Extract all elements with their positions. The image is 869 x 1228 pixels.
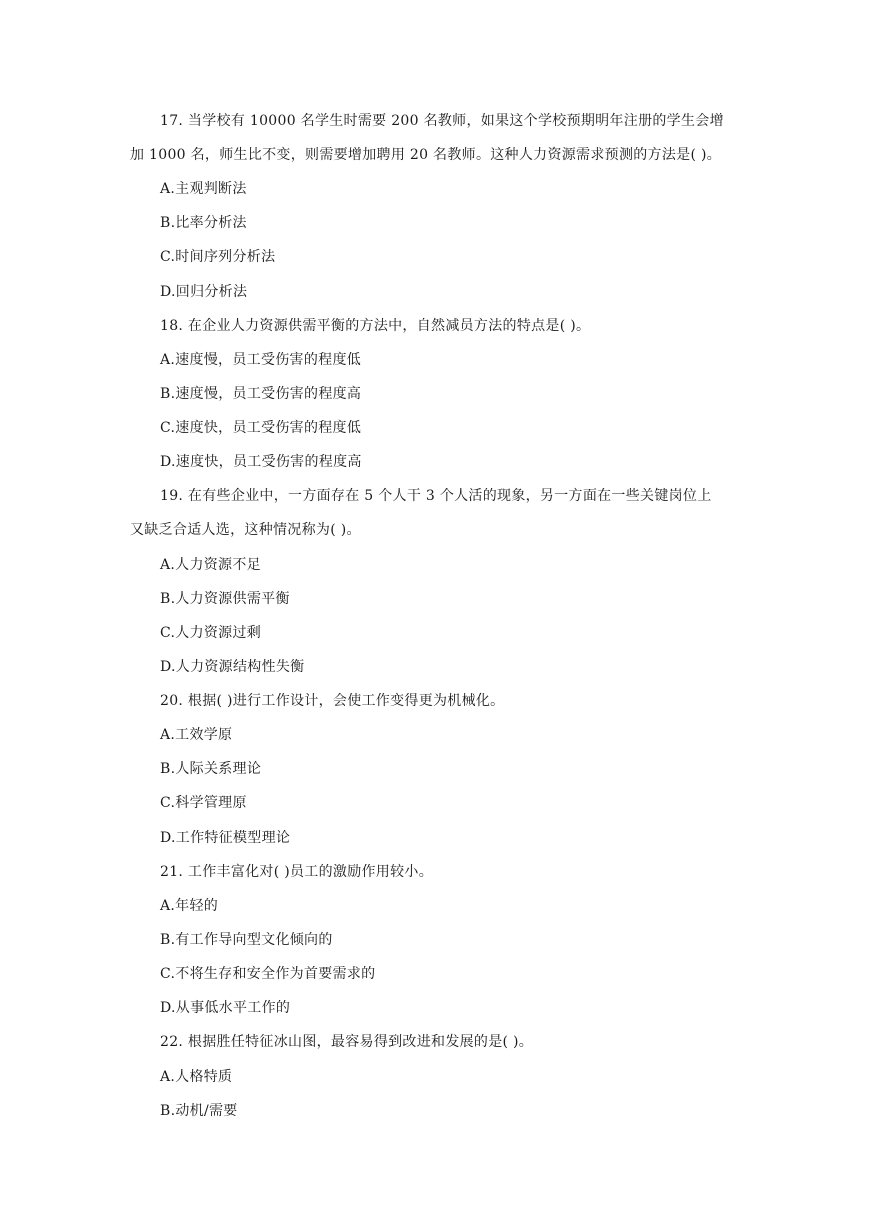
question-18-option-c: C.速度快，员工受伤害的程度低 (160, 420, 362, 436)
question-21-option-c: C.不将生存和安全作为首要需求的 (160, 966, 376, 982)
question-19-stem-line-2: 又缺乏合适人选，这种情况称为( )。 (130, 522, 361, 538)
question-17-option-d: D.回归分析法 (160, 284, 248, 300)
question-21-stem: 21. 工作丰富化对( )员工的激励作用较小。 (160, 864, 433, 880)
question-17-option-b: B.比率分析法 (160, 215, 247, 231)
question-19-option-c: C.人力资源过剩 (160, 625, 262, 641)
question-21-option-d: D.从事低水平工作的 (160, 1000, 291, 1016)
question-20-option-a: A.工效学原 (160, 727, 233, 743)
question-20-option-d: D.工作特征模型理论 (160, 830, 291, 846)
question-22-option-a: A.人格特质 (160, 1069, 233, 1085)
question-21-option-a: A.年轻的 (160, 898, 219, 914)
question-17-option-a: A.主观判断法 (160, 181, 247, 197)
question-18-option-a: A.速度慢，员工受伤害的程度低 (160, 352, 362, 368)
question-20-stem: 20. 根据( )进行工作设计，会使工作变得更为机械化。 (160, 693, 505, 709)
question-20-option-c: C.科学管理原 (160, 795, 247, 811)
question-18-option-d: D.速度快，员工受伤害的程度高 (160, 454, 362, 470)
question-19-option-d: D.人力资源结构性失衡 (160, 659, 305, 675)
question-19-option-b: B.人力资源供需平衡 (160, 591, 290, 607)
question-17-stem-line-1: 17. 当学校有 10000 名学生时需要 200 名教师，如果这个学校预期明年注册的学生会增 (160, 113, 724, 129)
question-20-option-b: B.人际关系理论 (160, 761, 262, 777)
question-17-option-c: C.时间序列分析法 (160, 249, 276, 265)
question-21-option-b: B.有工作导向型文化倾向的 (160, 932, 333, 948)
question-22-option-b: B.动机/需要 (160, 1103, 238, 1119)
question-18-stem: 18. 在企业人力资源供需平衡的方法中，自然减员方法的特点是( )。 (160, 318, 591, 334)
question-18-option-b: B.速度慢，员工受伤害的程度高 (160, 386, 362, 402)
question-19-option-a: A.人力资源不足 (160, 557, 261, 573)
question-19-stem-line-1: 19. 在有些企业中，一方面存在 5 个人干 3 个人活的现象，另一方面在一些关键岗位上 (160, 488, 712, 504)
question-22-stem: 22. 根据胜任特征冰山图，最容易得到改进和发展的是( )。 (160, 1034, 534, 1050)
question-17-stem-line-2: 加 1000 名，师生比不变，则需要增加聘用 20 名教师。这种人力资源需求预测的方法是( )。 (130, 147, 722, 163)
